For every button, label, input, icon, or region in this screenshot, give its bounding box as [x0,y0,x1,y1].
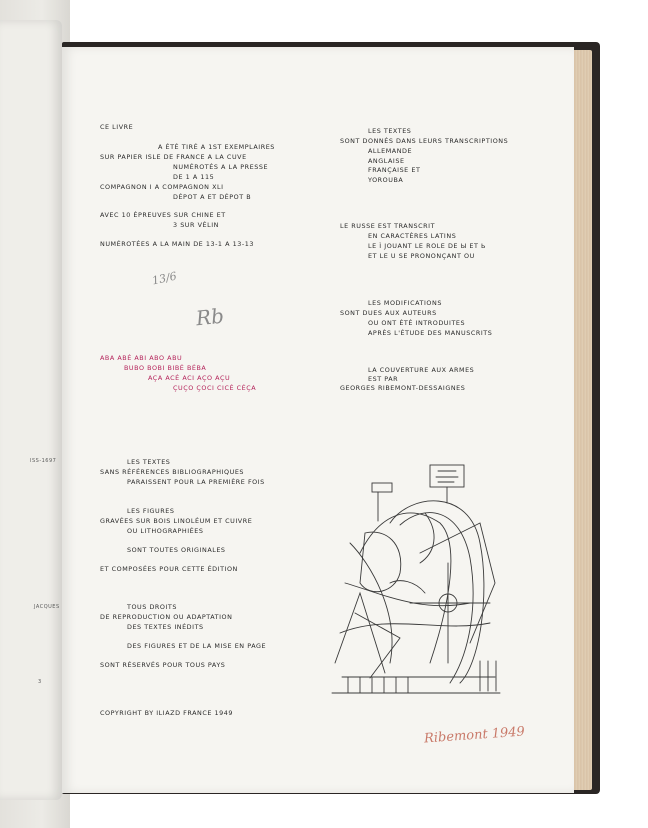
colophon-line: 3 SUR VÉLIN [173,221,219,229]
colophon-line: NUMÉROTÉES A LA MAIN DE 13-1 A 13-13 [100,240,254,248]
colophon-line: COMPAGNON I A COMPAGNON XLI [100,183,224,191]
colophon-line: LES TEXTES [127,458,171,466]
right-line: YOROUBA [368,176,404,184]
pencil-initials: Rb [194,303,226,331]
right-line: LES MODIFICATIONS [368,299,442,307]
colophon-line: OU LITHOGRAPHIÉES [127,527,204,535]
left-mark-name: JACQUES [34,604,60,610]
colophon-line: GRAVÉES SUR BOIS LINOLÉUM ET CUIVRE [100,517,253,525]
colophon-line: AVEC 10 ÉPREUVES SUR CHINE ET [100,211,226,219]
right-line: LA COUVERTURE AUX ARMES [368,366,475,374]
red-line: BUBO BOBI BIBÉ BÉBA [124,364,207,372]
colophon-line: DE 1 A 115 [173,173,215,181]
pencil-number: 13/6 [150,269,178,288]
right-line: ET LE U SE PRONONÇANT OU [368,252,475,260]
colophon-line: DES FIGURES ET DE LA MISE EN PAGE [127,642,267,650]
red-line: ABA ABÉ ABI ABO ABU [100,354,183,362]
right-line: EN CARACTÈRES LATINS [368,232,457,240]
colophon-line: NUMÉROTÉS A LA PRESSE [173,163,269,171]
right-line: GEORGES RIBEMONT-DESSAIGNES [340,384,466,392]
red-line: ÇUÇO ÇOCI CICÉ CÉÇA [173,384,257,392]
colophon-line: CE LIVRE [100,123,134,131]
colophon-line: A ÉTÉ TIRÉ A 1ST EXEMPLAIRES [158,143,275,151]
colophon-line: DE REPRODUCTION OU ADAPTATION [100,613,233,621]
colophon-line: TOUS DROITS [127,603,177,611]
left-mark-catalog: ISS-1697 [30,458,57,464]
colophon-line: DÉPOT A ET DÉPOT B [173,193,252,201]
right-line: FRANÇAISE ET [368,166,421,174]
artist-signature: Ribemont 1949 [423,724,526,747]
right-line: LE Ì JOUANT LE ROLE DE Ы ET Ь [368,242,486,250]
right-line: ALLEMANDE [368,147,413,155]
red-line: AÇA ACÉ ACI AÇO AÇU [148,374,231,382]
copyright-line: COPYRIGHT BY ILIAZD FRANCE 1949 [100,709,233,717]
colophon-line: SANS RÉFÉRENCES BIBLIOGRAPHIQUES [100,468,245,476]
colophon-line: PARAISSENT POUR LA PREMIÈRE FOIS [127,478,265,486]
colophon-line: SONT TOUTES ORIGINALES [127,546,226,554]
right-line: ANGLAISE [368,157,405,165]
engraving-illustration [330,463,502,699]
colophon-line: ET COMPOSÉES POUR CETTE ÉDITION [100,565,238,573]
colophon-line: LES FIGURES [127,507,175,515]
colophon-line: SUR PAPIER ISLE DE FRANCE A LA CUVE [100,153,247,161]
right-line: OU ONT ÉTÉ INTRODUITES [368,319,466,327]
right-line: EST PAR [368,375,399,383]
right-line: SONT DUES AUX AUTEURS [340,309,437,317]
right-line: APRÈS L'ÉTUDE DES MANUSCRITS [368,329,493,337]
right-line: LES TEXTES [368,127,412,135]
left-page [0,20,62,800]
left-mark-number: 3 [38,679,42,685]
colophon-line: DES TEXTES INÉDITS [127,623,204,631]
right-line: LE RUSSE EST TRANSCRIT [340,222,436,230]
colophon-line: SONT RÉSERVÉS POUR TOUS PAYS [100,661,226,669]
right-line: SONT DONNÉS DANS LEURS TRANSCRIPTIONS [340,137,509,145]
